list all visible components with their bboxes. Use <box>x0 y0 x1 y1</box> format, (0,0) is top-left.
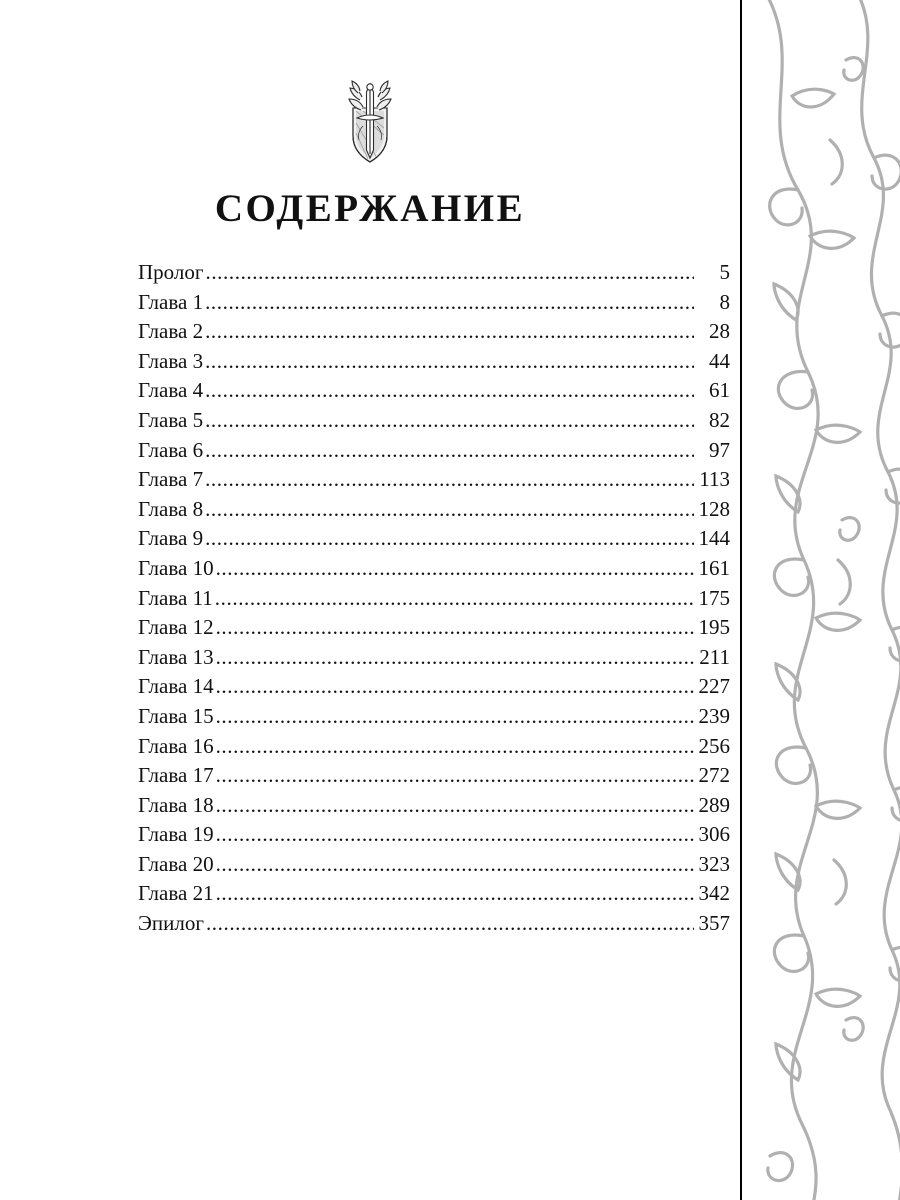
contents-entry[interactable] <box>138 376 730 406</box>
contents-entry[interactable] <box>138 791 730 821</box>
dot-leader <box>216 829 694 850</box>
entry-page-number: 195 <box>698 615 730 640</box>
entry-page-number: 289 <box>698 792 730 817</box>
dot-leader <box>205 267 694 288</box>
entry-page-number: 211 <box>699 644 730 669</box>
entry-label: Глава 9 <box>138 526 204 551</box>
entry-label: Глава 5 <box>138 407 204 432</box>
contents-entry[interactable] <box>138 732 730 762</box>
contents-list <box>138 258 730 939</box>
entry-label: Глава 8 <box>138 496 204 521</box>
entry-page-number: 175 <box>698 585 730 610</box>
entry-page-number: 28 <box>709 319 730 344</box>
entry-label: Глава 19 <box>138 822 214 847</box>
entry-label: Глава 16 <box>138 733 214 758</box>
entry-label: Глава 20 <box>138 851 214 876</box>
entry-label: Глава 11 <box>138 585 213 610</box>
entry-page-number: 256 <box>698 733 730 758</box>
entry-page-number: 128 <box>698 496 730 521</box>
entry-label: Глава 7 <box>138 467 204 492</box>
vertical-rule <box>740 0 742 1200</box>
entry-label: Глава 10 <box>138 555 214 580</box>
dot-leader <box>205 355 694 376</box>
entry-page-number: 323 <box>698 851 730 876</box>
entry-page-number: 8 <box>719 289 730 314</box>
dot-leader <box>216 651 694 672</box>
dot-leader <box>216 888 694 909</box>
dot-leader <box>205 385 694 406</box>
entry-page-number: 5 <box>719 260 730 284</box>
entry-page-number: 357 <box>698 911 730 936</box>
dot-leader <box>215 592 694 613</box>
dot-leader <box>216 711 694 732</box>
dot-leader <box>216 681 694 702</box>
dot-leader <box>205 503 694 524</box>
contents-entry[interactable] <box>138 702 730 732</box>
contents-entry[interactable] <box>138 436 730 466</box>
entry-label: Глава 17 <box>138 763 214 788</box>
dot-leader <box>206 918 694 939</box>
entry-page-number: 61 <box>709 378 730 403</box>
dot-leader <box>216 858 694 879</box>
dot-leader <box>205 474 694 495</box>
entry-label: Пролог <box>138 260 204 284</box>
entry-label: Глава 6 <box>138 437 204 462</box>
entry-page-number: 113 <box>699 467 730 492</box>
dot-leader <box>205 326 694 347</box>
contents-entry[interactable] <box>138 524 730 554</box>
entry-page-number: 227 <box>698 674 730 699</box>
contents-entry[interactable] <box>138 288 730 318</box>
entry-page-number: 306 <box>698 822 730 847</box>
entry-page-number: 342 <box>698 881 730 906</box>
dot-leader <box>205 415 694 436</box>
dot-leader <box>216 622 694 643</box>
contents-entry[interactable] <box>138 613 730 643</box>
contents-entry[interactable] <box>138 347 730 377</box>
contents-entry[interactable] <box>138 258 730 288</box>
entry-page-number: 239 <box>698 703 730 728</box>
contents-entry[interactable] <box>138 761 730 791</box>
contents-entry[interactable] <box>138 643 730 673</box>
entry-label: Глава 21 <box>138 881 214 906</box>
dot-leader <box>216 563 694 584</box>
emblem-container <box>0 78 740 179</box>
contents-entry[interactable] <box>138 879 730 909</box>
dot-leader <box>205 296 694 317</box>
entry-label: Глава 14 <box>138 674 214 699</box>
contents-entry[interactable] <box>138 317 730 347</box>
floral-scroll-ornament-icon <box>746 0 900 1200</box>
entry-label: Глава 1 <box>138 289 204 314</box>
contents-entry[interactable] <box>138 820 730 850</box>
contents-entry[interactable] <box>138 672 730 702</box>
contents-entry[interactable] <box>138 554 730 584</box>
dot-leader <box>216 770 694 791</box>
entry-page-number: 144 <box>698 526 730 551</box>
entry-label: Глава 13 <box>138 644 214 669</box>
sword-shield-emblem-icon <box>327 78 413 174</box>
entry-page-number: 82 <box>709 407 730 432</box>
contents-entry[interactable] <box>138 406 730 436</box>
dot-leader <box>216 799 694 820</box>
entry-label: Глава 15 <box>138 703 214 728</box>
contents-entry[interactable] <box>138 465 730 495</box>
entry-page-number: 44 <box>709 348 730 373</box>
entry-label: Глава 12 <box>138 615 214 640</box>
page-title: СОДЕРЖАНИЕ <box>214 187 526 230</box>
dot-leader <box>205 444 694 465</box>
entry-page-number: 161 <box>698 555 730 580</box>
entry-label: Глава 4 <box>138 378 204 403</box>
decorative-border-band <box>740 0 900 1200</box>
contents-entry[interactable] <box>138 495 730 525</box>
dot-leader <box>205 533 694 554</box>
entry-page-number: 97 <box>709 437 730 462</box>
contents-entry[interactable] <box>138 584 730 614</box>
dot-leader <box>216 740 694 761</box>
entry-page-number: 272 <box>698 763 730 788</box>
entry-label: Глава 3 <box>138 348 204 373</box>
entry-label: Глава 18 <box>138 792 214 817</box>
contents-entry[interactable] <box>138 909 730 939</box>
entry-label: Эпилог <box>138 911 204 936</box>
entry-label: Глава 2 <box>138 319 204 344</box>
contents-entry[interactable] <box>138 850 730 880</box>
